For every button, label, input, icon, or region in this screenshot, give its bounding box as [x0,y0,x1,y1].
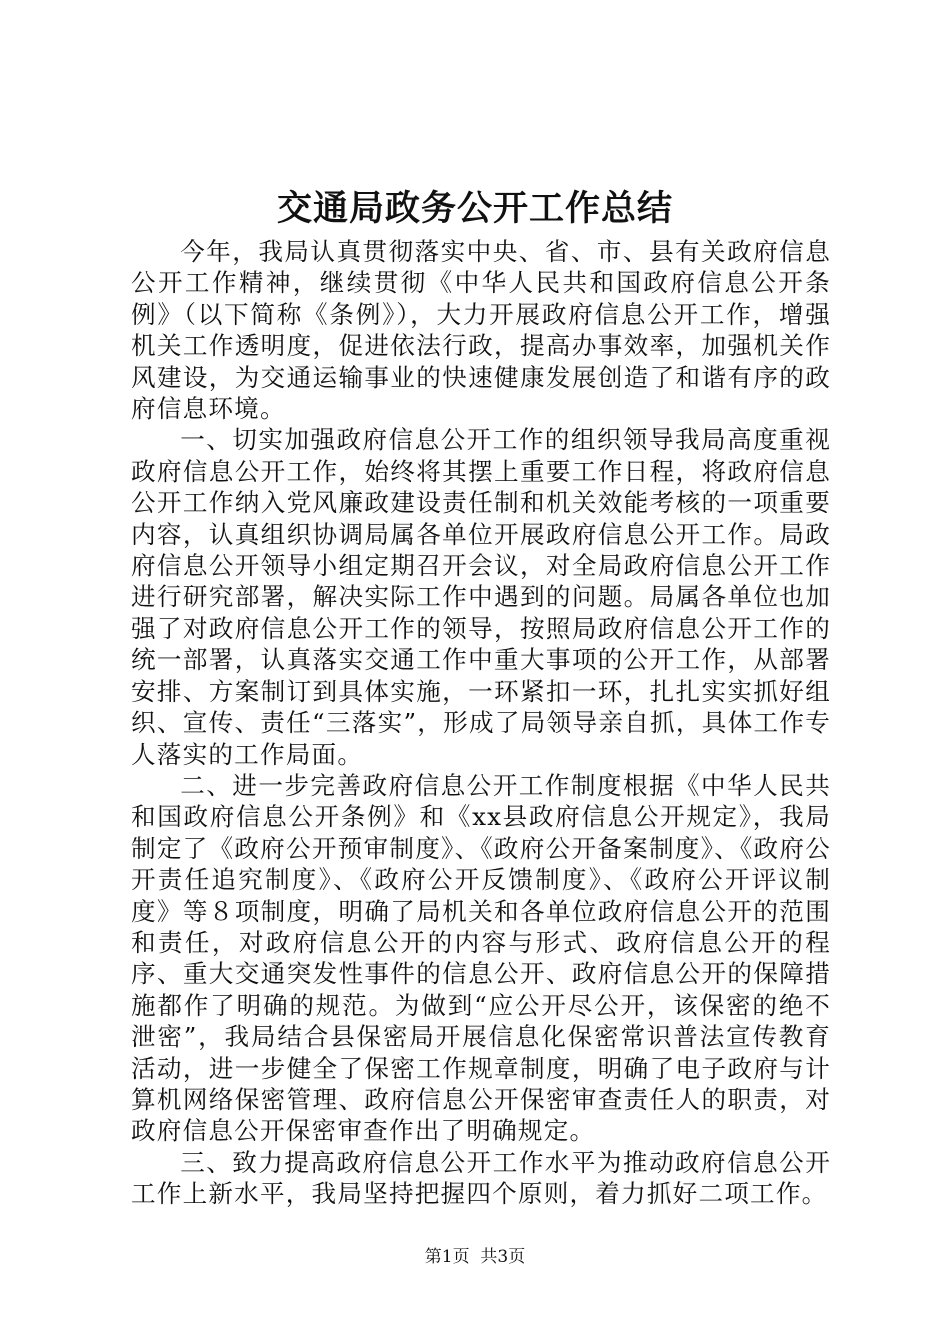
paragraph-section-1: 一、切实加强政府信息公开工作的组织领导我局高度重视政府信息公开工作，始终将其摆上重要工作日程，将政府信息公开工作纳入党风廉政建设责任制和机关效能考核的一项重要内容，认真组织协调局属各单位开展政府信息公开工作。局政府信息公开领导小组定期召开会议，对全局政府信息公开工作进行研究部署，解决实际工作中遇到的问题。局属各单位也加强了对政府信息公开工作的领导，按照局政府信息公开工作的统一部署，认真落实交通工作中重大事项的公开工作，从部署安排、方案制订到具体实施，一环紧扣一环，扎扎实实抓好组织、宣传、责任“三落实”，形成了局领导亲自抓，具体工作专人落实的工作局面。 [131,425,831,769]
paragraph-section-3: 三、致力提高政府信息公开工作水平为推动政府信息公开工作上新水平，我局坚持把握四个原则，着力抓好二项工作。 [131,1147,831,1209]
document-body [131,236,831,1210]
paragraph-section-2: 二、进一步完善政府信息公开工作制度根据《中华人民共和国政府信息公开条例》和《xx县政府信息公开规定》，我局制定了《政府公开预审制度》、《政府公开备案制度》、《政府公开责任追究制度》、《政府公开反馈制度》、《政府公开评议制度》等８项制度，明确了局机关和各单位政府信息公开的范围和责任，对政府信息公开的内容与形式、政府信息公开的程序、重大交通突发性事件的信息公开、政府信息公开的保障措施都作了明确的规范。为做到“应公开尽公开，该保密的绝不泄密”，我局结合县保密局开展信息化保密常识普法宣传教育活动，进一步健全了保密工作规章制度，明确了电子政府与计算机网络保密管理、政府信息公开保密审查责任人的职责，对政府信息公开保密审查作出了明确规定。 [131,770,831,1146]
document-title: 交通局政务公开工作总结 [276,188,673,229]
paragraph-intro: 今年，我局认真贯彻落实中央、省、市、县有关政府信息公开工作精神，继续贯彻《中华人民共和国政府信息公开条例》（以下简称《条例》），大力开展政府信息公开工作，增强机关工作透明度，促进依法行政，提高办事效率，加强机关作风建设，为交通运输事业的快速健康发展创造了和谐有序的政府信息环境。 [131,237,831,424]
page-number: 第1页 共3页 [424,1247,526,1267]
page-footer [0,1245,950,1269]
